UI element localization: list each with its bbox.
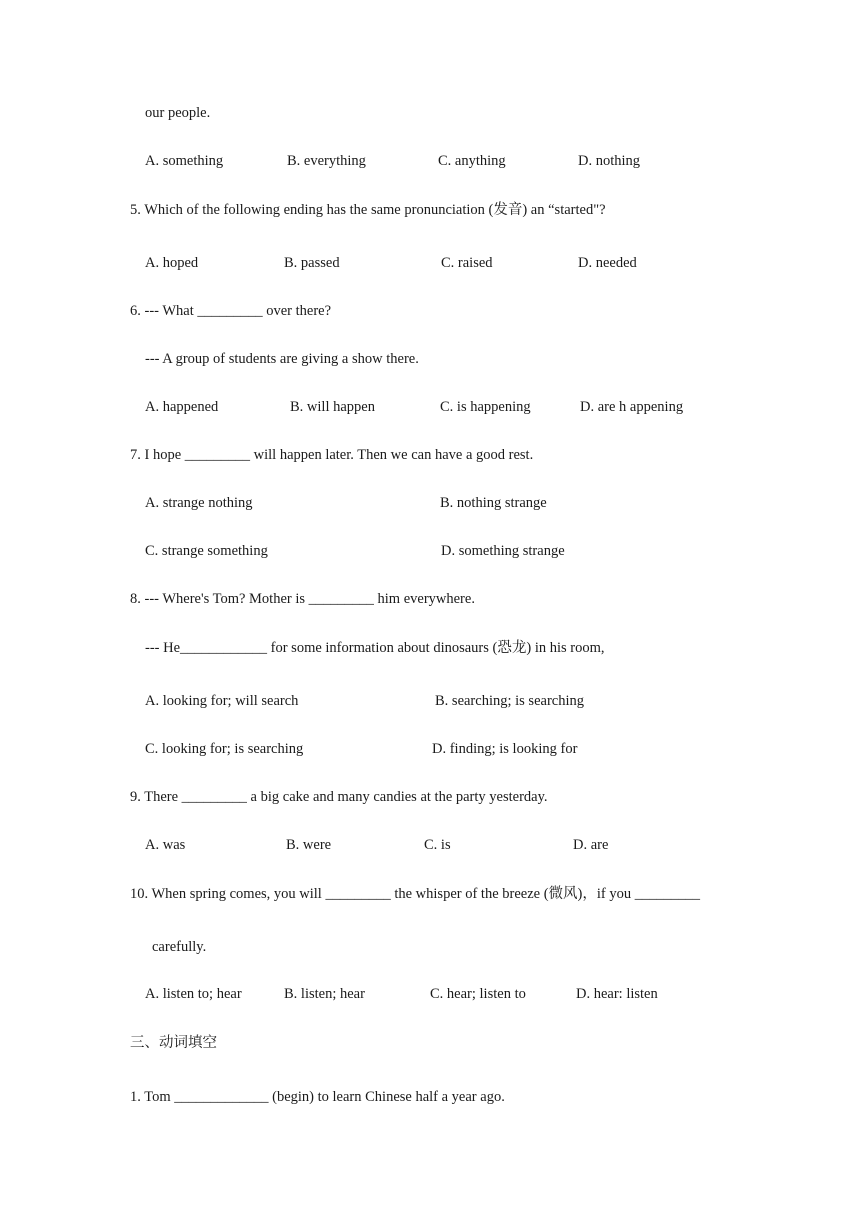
q6-option-d: D. are h appening [580,399,684,415]
q8-reply: --- He____________ for some information about dinosaurs (恐龙) in his room, [145,640,605,656]
q5-option-c: C. raised [441,255,493,271]
q7-option-c: C. strange something [145,543,268,559]
q9-stem: 9. There _________ a big cake and many candies at the party yesterday. [130,789,548,805]
q4-option-c: C. anything [438,153,506,169]
q5-option-a: A. hoped [145,255,199,271]
q8-option-c: C. looking for; is searching [145,741,304,757]
section-heading: 三、动词填空 [130,1035,217,1051]
q6-option-b: B. will happen [290,399,375,415]
q5-option-d: D. needed [578,255,637,271]
q4-option-b: B. everything [287,153,366,169]
q8-option-b: B. searching; is searching [435,693,584,709]
q8-option-a: A. looking for; will search [145,693,299,709]
q9-option-a: A. was [145,837,186,853]
q7-stem: 7. I hope _________ will happen later. Then we can have a good rest. [130,447,534,463]
q10-option-c: C. hear; listen to [430,986,526,1002]
continuation-text: our people. [145,105,211,121]
q8-stem: 8. --- Where's Tom? Mother is _________ him everywhere. [130,591,475,607]
q4-option-d: D. nothing [578,153,641,169]
q10-option-a: A. listen to; hear [145,986,242,1002]
q9-option-b: B. were [286,837,332,853]
q7-option-a: A. strange nothing [145,495,253,511]
q5-option-b: B. passed [284,255,340,271]
q10-stem: 10. When spring comes, you will _________ the whisper of the breeze (微风)，if you _________ [130,886,700,902]
q10-option-d: D. hear: listen [576,986,658,1002]
section3-q1: 1. Tom _____________ (begin) to learn Chinese half a year ago. [130,1089,505,1105]
q6-option-a: A. happened [145,399,219,415]
q4-option-a: A. something [145,153,224,169]
q10-stem-continuation: carefully. [152,939,207,955]
q7-option-d: D. something strange [441,543,565,559]
q6-stem: 6. --- What _________ over there? [130,303,332,319]
q8-option-d: D. finding; is looking for [432,741,578,757]
q6-reply: --- A group of students are giving a show there. [145,351,419,367]
q7-option-b: B. nothing strange [440,495,547,511]
q6-option-c: C. is happening [440,399,531,415]
q9-option-d: D. are [573,837,609,853]
q9-option-c: C. is [424,837,451,853]
q5-stem: 5. Which of the following ending has the same pronunciation (发音) an “started"? [130,202,606,218]
q10-option-b: B. listen; hear [284,986,365,1002]
